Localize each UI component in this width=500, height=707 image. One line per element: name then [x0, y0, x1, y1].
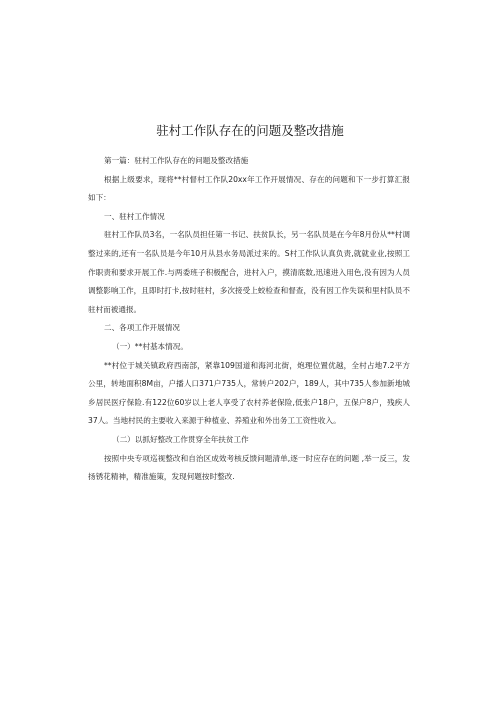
subsection-heading-2: （二）以抓好整改工作贯穿全年扶贫工作	[112, 434, 249, 444]
work-status-paragraph: 驻村工作队员3名，一名队员担任第一书记、扶贫队长，另一名队员是在今年8月份从**村调整过来的,还有一名队员是今年10月从县水务局派过来的。S村工作队认真负责,就就业业,按照工作职责和要求开展工作.与两委班子积极配合，进村入户，摸清底数,迅速进入用色,没有因为人员调整影响工作，且即时打卡,按时驻村，多次接受上蛟检查和督查，没有因工作失误和里村队员不驻村而被通报。	[88, 230, 410, 314]
village-info-paragraph: **村位于城关镇政府西南部，紧靠109国道和海河北街，炮理位置优越，全村占地7.2平方公里，转地面积8M亩，户播人口371户735人，常转户202户，189人，其中735人参加新地城乡居民医疗保险.有122位60岁以上老人享受了农村养老保险,低张户18户，五保户8户，残疾人37人。当地村民的主要收入来源于种植业、养殖业和外出务工工资性收入。	[88, 360, 410, 426]
section-heading-2: 二、各项工作开展情况	[104, 323, 180, 333]
section-heading-1: 一、驻村工作情况	[104, 211, 165, 221]
document-body	[88, 152, 410, 487]
document-title: 驻村工作队存在的问题及整改措施	[156, 123, 344, 138]
rectification-paragraph: 按照中央专项巡视整改和自治区成效考核反馈问题清单,逐一时应存在的问题 ,举一反三，发扬锈花精神，精准施策，发现何题按时整改.	[88, 453, 410, 482]
chapter-heading: 第一篇：驻村工作队存在的问题及整改措施	[104, 156, 249, 165]
subsection-heading-1: （一）**村基本情况。	[112, 341, 188, 351]
intro-paragraph: 根据上级要求，现将**村督村工作队20xx年工作开展情况、存在的问题和下一步打算汇报如下：	[88, 174, 410, 203]
